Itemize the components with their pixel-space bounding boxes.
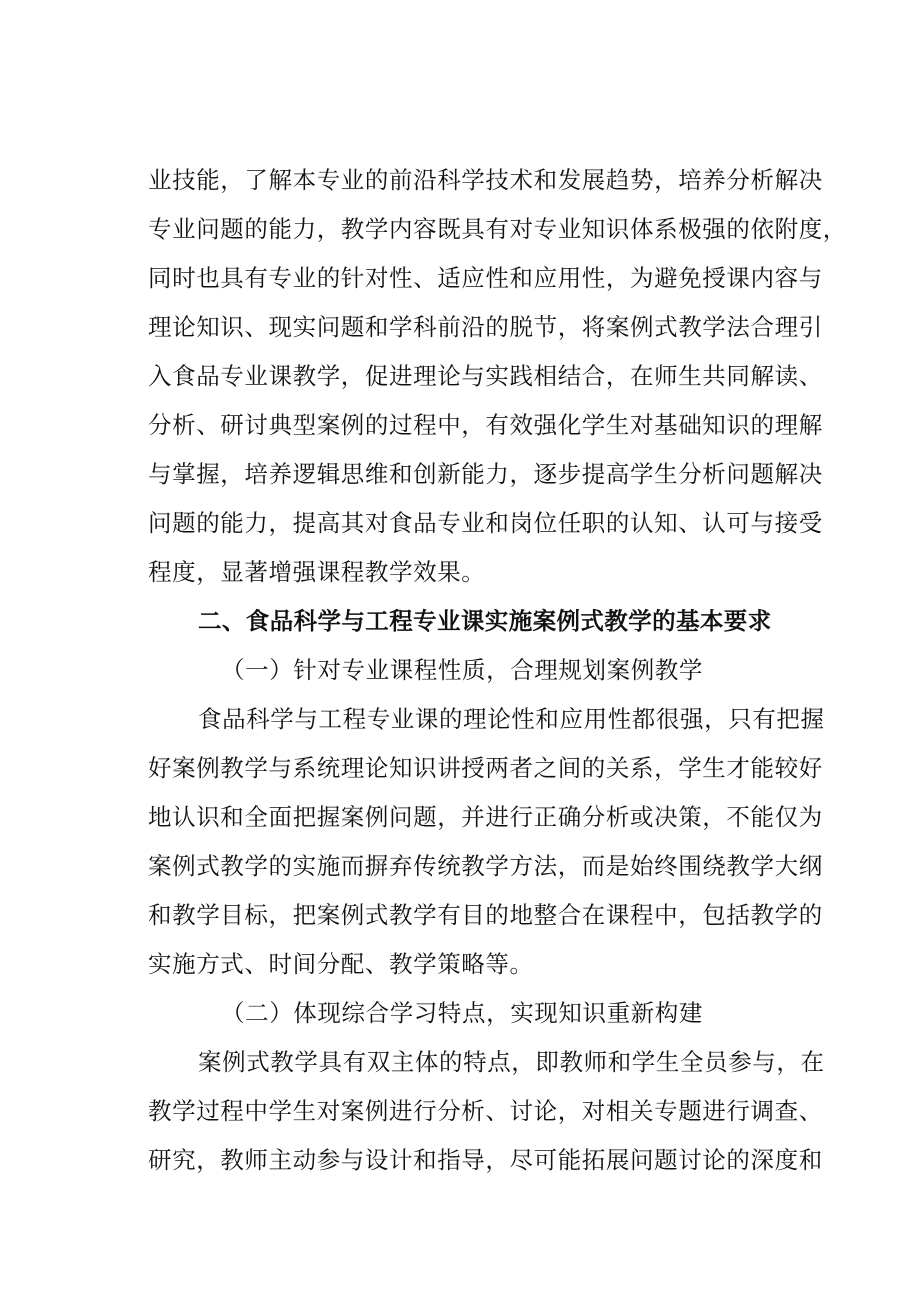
paragraph-line: 与掌握，培养逻辑思维和创新能力，逐步提高学生分析问题解决 — [148, 460, 823, 488]
paragraph-line: 研究，教师主动参与设计和指导，尽可能拓展问题讨论的深度和 — [148, 1146, 823, 1174]
paragraph-line: 案例式教学的实施而摒弃传统教学方法，而是始终围绕教学大纲 — [148, 852, 823, 880]
paragraph-line: 好案例教学与系统理论知识讲授两者之间的关系，学生才能较好 — [148, 754, 823, 782]
paragraph-line: 地认识和全面把握案例问题，并进行正确分析或决策，不能仅为 — [148, 803, 823, 831]
paragraph-line: 入食品专业课教学，促进理论与实践相结合，在师生共同解读、 — [148, 362, 823, 390]
paragraph-line: 问题的能力，提高其对食品专业和岗位任职的认知、认可与接受 — [148, 509, 823, 537]
subheading: （一）针对专业课程性质，合理规划案例教学 — [221, 656, 703, 684]
paragraph-line: 案例式教学具有双主体的特点，即教师和学生全员参与，在 — [198, 1048, 825, 1076]
paragraph-line: 分析、研讨典型案例的过程中，有效强化学生对基础知识的理解 — [148, 411, 823, 439]
section-heading: 二、食品科学与工程专业课实施案例式教学的基本要求 — [198, 607, 772, 635]
paragraph-line: 专业问题的能力，教学内容既具有对专业知识体系极强的依附度， — [148, 215, 847, 243]
paragraph-line: 业技能，了解本专业的前沿科学技术和发展趋势，培养分析解决 — [148, 166, 823, 194]
paragraph-line: 理论知识、现实问题和学科前沿的脱节，将案例式教学法合理引 — [148, 313, 823, 341]
paragraph-line: 实施方式、时间分配、教学策略等。 — [148, 950, 534, 978]
subheading: （二）体现综合学习特点，实现知识重新构建 — [221, 999, 703, 1027]
paragraph-line: 食品科学与工程专业课的理论性和应用性都很强，只有把握 — [198, 705, 825, 733]
paragraph-line: 教学过程中学生对案例进行分析、讨论，对相关专题进行调查、 — [148, 1097, 823, 1125]
paragraph-line: 同时也具有专业的针对性、适应性和应用性，为避免授课内容与 — [148, 264, 823, 292]
paragraph-line: 程度，显著增强课程教学效果。 — [148, 558, 486, 586]
paragraph-line: 和教学目标，把案例式教学有目的地整合在课程中，包括教学的 — [148, 901, 823, 929]
